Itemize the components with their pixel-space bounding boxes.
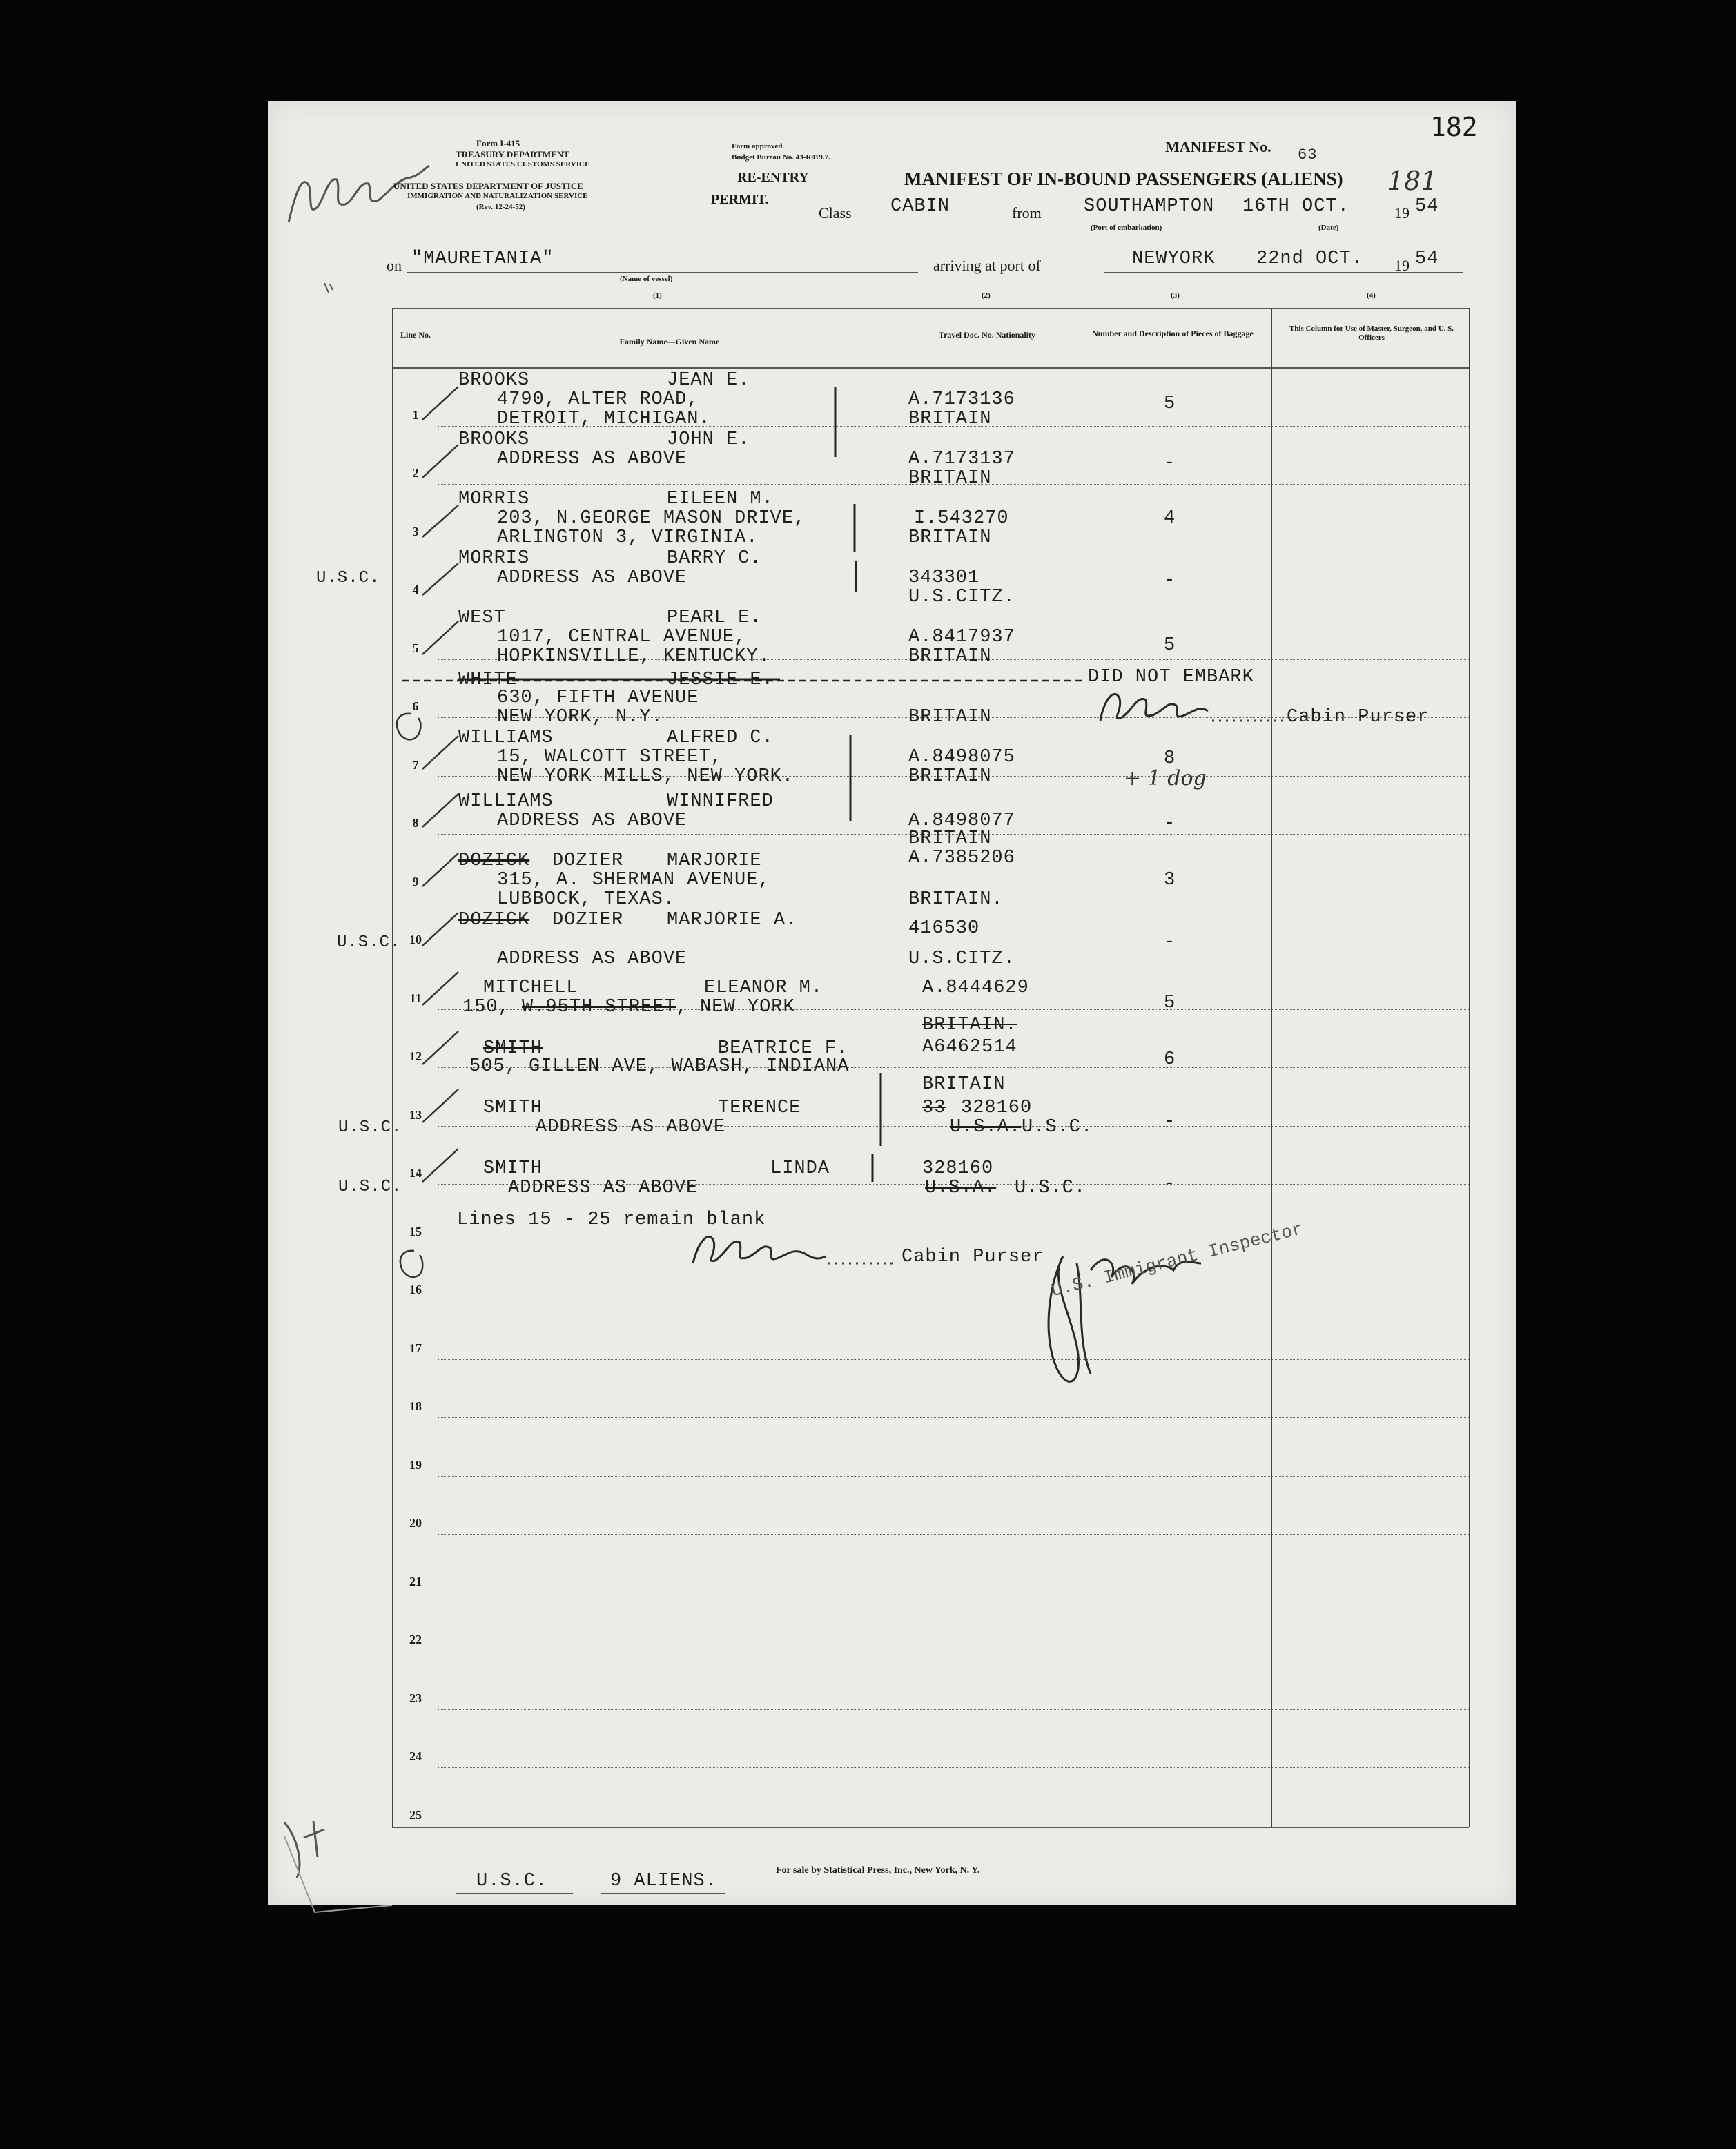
entry-12-family: SMITH: [483, 1038, 543, 1059]
entry-9-addr1: 315, A. SHERMAN AVENUE,: [497, 870, 770, 891]
vessel-name: "MAURETANIA": [411, 249, 554, 269]
treasury-dept: TREASURY DEPARTMENT: [456, 149, 569, 159]
entry-10-given: MARJORIE A.: [667, 910, 798, 931]
entry-3-baggage: 4: [1164, 508, 1176, 529]
entry-1-doc: A.7173136: [908, 389, 1015, 410]
immigrant-inspector-stamp: U.S. Immigrant Inspector: [1049, 1218, 1305, 1302]
line-number: 14: [409, 1166, 422, 1180]
entry-13-family: SMITH: [483, 1098, 543, 1118]
entry-7-baggage: 8: [1164, 748, 1176, 769]
form-number: Form I-415: [476, 138, 520, 148]
entry-5-addr2: HOPKINSVILLE, KENTUCKY.: [497, 646, 770, 667]
line-number: 7: [412, 757, 419, 772]
entry-12-baggage: 6: [1164, 1049, 1176, 1070]
entry-14-baggage: -: [1164, 1174, 1176, 1194]
arriving-label: arriving at port of: [933, 257, 1041, 274]
entry-9-family-struck: DOZICK: [458, 850, 530, 871]
entry-13-nat: U.S.C.: [1022, 1117, 1093, 1138]
line-number: 19: [409, 1457, 422, 1472]
entry-3-nat: BRITAIN: [908, 527, 992, 548]
line-number: 17: [409, 1341, 422, 1355]
line-number: 22: [409, 1633, 422, 1646]
line-number: 25: [409, 1807, 422, 1822]
entry-10-family-struck: DOZICK: [458, 910, 530, 931]
on-label: on: [387, 257, 402, 274]
entry-1-family: BROOKS: [458, 370, 530, 391]
entry-3-family: MORRIS: [458, 489, 530, 509]
entry-13-doc-struck: 33: [922, 1098, 946, 1118]
from-label: from: [1012, 204, 1042, 222]
col-head-officers: This Column for Use of Master, Surgeon, and U. S. Officers: [1289, 324, 1454, 342]
entry-2-baggage: -: [1164, 453, 1176, 474]
entry-4-doc: 343301: [908, 567, 980, 588]
entry-14-given: LINDA: [770, 1158, 830, 1179]
entry-8-addr1: ADDRESS AS ABOVE: [497, 810, 687, 831]
entry-5-given: PEARL E.: [667, 607, 762, 628]
entry-2-doc: A.7173137: [908, 449, 1015, 469]
line-number: 5: [412, 641, 419, 655]
entry-7-nat: BRITAIN: [908, 766, 992, 787]
manifest-no-label: MANIFEST No.: [1165, 138, 1271, 155]
entry-3-addr1: 203, N.GEORGE MASON DRIVE,: [497, 508, 806, 529]
entry-13-baggage: -: [1164, 1111, 1176, 1132]
port-caption: (Port of embarkation): [1091, 224, 1162, 232]
page-number: 182: [1430, 112, 1478, 142]
entry-13-margin-usc: U.S.C.: [338, 1118, 402, 1137]
entry-10-baggage: -: [1164, 932, 1176, 953]
entry-9-family: DOZIER: [552, 850, 624, 871]
entry-8-doc: A.8498077: [908, 810, 1015, 831]
entry-9-addr2: LUBBOCK, TEXAS.: [497, 889, 676, 910]
entry-2-family: BROOKS: [458, 429, 530, 450]
entry-4-baggage: -: [1164, 570, 1176, 591]
entry-1-given: JEAN E.: [667, 370, 750, 391]
line-number: 24: [409, 1749, 422, 1763]
entry-6-given: JESSIE E.: [667, 670, 774, 690]
entry-11-addr-street: W.95TH STREET: [522, 997, 676, 1018]
entry-3-given: EILEEN M.: [667, 489, 774, 509]
entry-4-family: MORRIS: [458, 548, 530, 569]
port-of-arrival: NEWYORK: [1132, 249, 1216, 269]
blank-lines-note: Lines 15 - 25 remain blank: [457, 1209, 766, 1230]
entry-8-baggage: -: [1164, 813, 1176, 834]
entry-10-margin-usc: U.S.C.: [337, 933, 401, 952]
entry-14-family: SMITH: [483, 1158, 543, 1179]
year-embark: 54: [1415, 196, 1439, 217]
entry-12-addr1: 505, GILLEN AVE, WABASH, INDIANA: [469, 1056, 850, 1077]
entry-10-nat: U.S.CITZ.: [908, 949, 1015, 969]
col-head-baggage: Number and Description of Pieces of Baggage: [1092, 329, 1254, 338]
entry-10-family: DOZIER: [552, 910, 624, 931]
line-number: 15: [409, 1224, 422, 1238]
entry-8-family: WILLIAMS: [458, 791, 554, 812]
entry-11-addr-num: 150,: [462, 997, 523, 1018]
entry-10-addr1: ADDRESS AS ABOVE: [497, 949, 687, 969]
entry-1-addr2: DETROIT, MICHIGAN.: [497, 409, 711, 429]
line-number: 10: [409, 933, 422, 946]
ins-service: IMMIGRATION AND NATURALIZATION SERVICE: [407, 192, 588, 200]
line-number: 20: [409, 1516, 422, 1530]
entry-3-addr2: ARLINGTON 3, VIRGINIA.: [497, 527, 759, 548]
entry-5-addr1: 1017, CENTRAL AVENUE,: [497, 627, 747, 648]
reentry-label: RE-ENTRY: [737, 170, 809, 185]
entry-13-nat-struck: U.S.A.: [950, 1117, 1022, 1138]
col-head-travel-doc: Travel Doc. No. Nationality: [938, 330, 1036, 340]
manifest-title: MANIFEST OF IN-BOUND PASSENGERS (ALIENS): [904, 168, 1343, 189]
entry-2-addr1: ADDRESS AS ABOVE: [497, 449, 687, 469]
line-number: 1: [412, 407, 419, 422]
entry-11-family: MITCHELL: [483, 978, 578, 998]
col-num-4: (4): [1367, 291, 1376, 300]
entry-11-nat: BRITAIN.: [922, 1015, 1017, 1035]
year-prefix: 19: [1394, 204, 1410, 222]
col-num-3: (3): [1171, 291, 1180, 300]
entry-9-baggage: 3: [1164, 870, 1176, 891]
entry-1-nat: BRITAIN: [908, 409, 992, 429]
purser-title: Cabin Purser: [901, 1247, 1044, 1267]
entry-11-baggage: 5: [1164, 993, 1176, 1013]
entry-14-nat: U.S.C.: [1015, 1178, 1086, 1198]
customs-service: UNITED STATES CUSTOMS SERVICE: [456, 160, 590, 168]
justice-dept: UNITED STATES DEPARTMENT OF JUSTICE: [393, 181, 583, 191]
line-number: 18: [409, 1399, 422, 1413]
entry-6-purser: Cabin Purser: [1287, 707, 1430, 728]
entry-1-addr1: 4790, ALTER ROAD,: [497, 389, 699, 410]
class-label: Class: [819, 204, 852, 222]
entry-7-addr1: 15, WALCOTT STREET,: [497, 747, 723, 768]
entry-9-given: MARJORIE: [667, 850, 762, 871]
manifest-page-handwritten: 181: [1387, 166, 1438, 196]
manifest-no-value: 63: [1298, 146, 1318, 164]
entry-11-doc: A.8444629: [922, 978, 1029, 998]
entry-12-doc: A6462514: [922, 1037, 1017, 1058]
entry-6-addr1: 630, FIFTH AVENUE: [497, 688, 699, 708]
form-revision: (Rev. 12-24-52): [476, 203, 525, 211]
printer-credit: For sale by Statistical Press, Inc., New York, N. Y.: [776, 1865, 980, 1876]
entry-13-given: TERENCE: [718, 1098, 801, 1118]
col-num-2: (2): [982, 291, 991, 300]
col-head-line-no: Line No.: [400, 330, 431, 340]
entry-5-doc: A.8417937: [908, 627, 1015, 648]
line-number: 8: [412, 816, 419, 830]
date-caption: (Date): [1318, 224, 1339, 232]
line-number: 21: [409, 1574, 422, 1588]
entry-6-family: WHITE: [458, 670, 518, 690]
entry-14-addr1: ADDRESS AS ABOVE: [508, 1178, 699, 1198]
entry-11-given: ELEANOR M.: [704, 978, 823, 998]
entry-14-doc: 328160: [922, 1158, 994, 1179]
port-of-embarkation: SOUTHAMPTON: [1084, 196, 1215, 217]
budget-bureau: Budget Bureau No. 43-R019.7.: [732, 153, 830, 162]
col-head-name: Family Name—Given Name: [619, 337, 720, 347]
line-number: 16: [409, 1283, 422, 1296]
entry-14-nat-struck: U.S.A.: [925, 1178, 997, 1198]
entry-6-nat: BRITAIN: [908, 707, 992, 728]
entry-4-margin-usc: U.S.C.: [316, 569, 380, 587]
line-number: 13: [409, 1107, 422, 1122]
entry-6-did-not-embark: DID NOT EMBARK: [1088, 667, 1254, 688]
vessel-caption: (Name of vessel): [620, 275, 673, 283]
total-aliens: 9 ALIENS.: [610, 1871, 717, 1892]
entry-2-given: JOHN E.: [667, 429, 750, 450]
entry-11-addr-city: , NEW YORK: [676, 997, 795, 1018]
line-number: 3: [412, 524, 419, 538]
class-value: CABIN: [890, 196, 950, 217]
total-usc: U.S.C.: [476, 1871, 548, 1892]
col-num-1: (1): [653, 291, 662, 300]
entry-10-doc: 416530: [908, 918, 980, 939]
entry-3-doc: I.543270: [914, 508, 1009, 529]
entry-6-addr2: NEW YORK, N.Y.: [497, 707, 663, 728]
entry-12-given: BEATRICE F.: [718, 1038, 849, 1059]
year-arrive: 54: [1415, 249, 1439, 269]
entry-8-given: WINNIFRED: [667, 791, 774, 812]
line-number: 11: [409, 991, 422, 1005]
entry-13-doc: 328160: [961, 1098, 1033, 1118]
entry-5-nat: BRITAIN: [908, 646, 992, 667]
entry-2-nat: BRITAIN: [908, 468, 992, 489]
entry-13-addr1: ADDRESS AS ABOVE: [536, 1117, 726, 1138]
entry-7-doc: A.8498075: [908, 747, 1015, 768]
permit-label: PERMIT.: [711, 192, 769, 207]
date-of-embarkation: 16TH OCT.: [1242, 196, 1349, 217]
entry-5-baggage: 5: [1164, 635, 1176, 656]
form-approved: Form approved.: [732, 142, 785, 150]
entry-14-margin-usc: U.S.C.: [338, 1178, 402, 1196]
line-number: 2: [412, 466, 419, 480]
entry-7-addr2: NEW YORK MILLS, NEW YORK.: [497, 766, 794, 787]
entry-4-nat: U.S.CITZ.: [908, 587, 1015, 607]
line-number: 9: [412, 874, 419, 888]
entry-5-family: WEST: [458, 607, 506, 628]
entry-8-nat: BRITAIN: [908, 828, 992, 849]
entry-12-nat: BRITAIN: [922, 1074, 1006, 1095]
line-number: 4: [412, 583, 419, 596]
entry-4-given: BARRY C.: [667, 548, 762, 569]
entry-1-baggage: 5: [1164, 393, 1176, 414]
line-number: 23: [409, 1691, 422, 1705]
entry-7-family: WILLIAMS: [458, 728, 554, 748]
entry-7-given: ALFRED C.: [667, 728, 774, 748]
entry-9-nat: BRITAIN.: [908, 889, 1004, 910]
arrival-year-prefix: 19: [1394, 257, 1410, 274]
entry-9-doc: A.7385206: [908, 848, 1015, 868]
line-number: 12: [409, 1049, 422, 1063]
date-of-arrival: 22nd OCT.: [1256, 249, 1363, 269]
entry-7-baggage-note: + 1 dog: [1124, 766, 1207, 790]
entry-4-addr1: ADDRESS AS ABOVE: [497, 567, 687, 588]
line-number: 6: [412, 699, 419, 713]
